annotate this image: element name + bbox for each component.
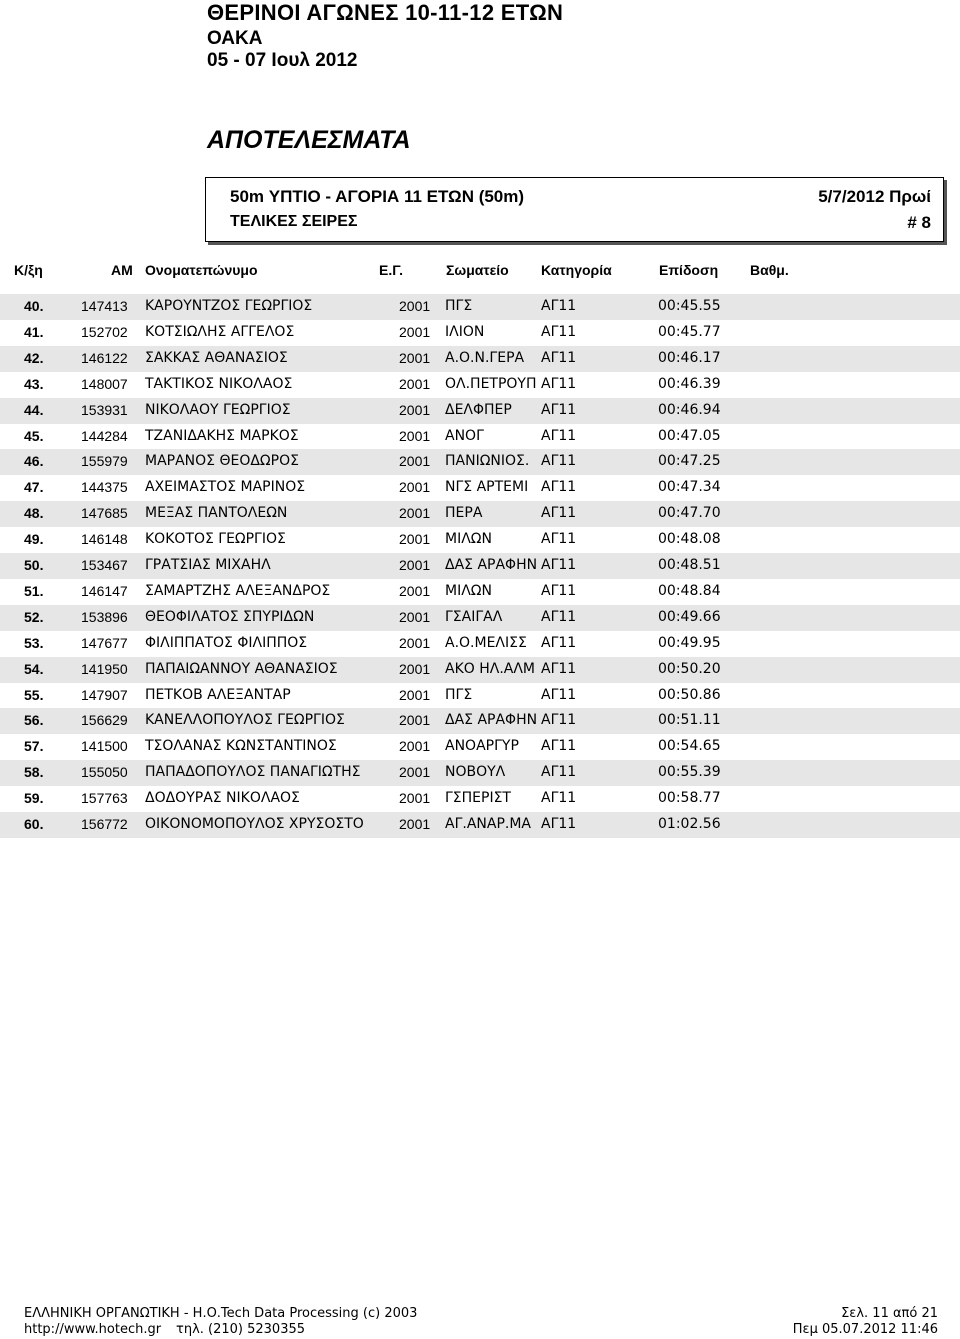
cell-position: 55. [24,686,44,703]
cell-club: ΓΣΠΕΡΙΣΤ [445,790,511,807]
col-points: Βαθμ. [750,262,789,278]
cell-birth-year: 2001 [399,479,431,496]
cell-athlete-name: ΚΑΡΟΥΝΤΖΟΣ ΓΕΩΡΓΙΟΣ [145,298,313,314]
col-name: Ονοματεπώνυμο [145,262,258,278]
cell-athlete-name: ΘΕΟΦΙΛΑΤΟΣ ΣΠΥΡΙΔΩΝ [145,608,315,625]
cell-club: ΑΚΟ ΗΛ.ΑΛΜ [445,660,536,677]
cell-birth-year: 2001 [399,764,431,781]
cell-time: 00:45.55 [658,298,721,314]
cell-club: ΠΕΡΑ [445,505,483,522]
cell-club: ΔΑΣ ΑΡΑΦΗΝ [445,712,537,729]
cell-athlete-id: 153896 [81,608,128,625]
cell-club: ΝΓΣ ΑΡΤΕΜΙ [445,479,529,496]
cell-athlete-name: ΚΟΚΟΤΟΣ ΓΕΩΡΓΙΟΣ [145,531,286,548]
footer-page: Σελ. 11 από 21 [841,1306,938,1321]
cell-club: Α.Ο.ΜΕΛΙΣΣ [445,634,527,651]
cell-club: ΑΓ.ΑΝΑΡ.ΜΑ [445,816,532,832]
cell-category: ΑΓ11 [541,686,577,703]
cell-category: ΑΓ11 [541,401,577,418]
cell-birth-year: 2001 [399,298,431,314]
cell-athlete-id: 156772 [81,816,128,832]
cell-birth-year: 2001 [399,557,431,573]
cell-category: ΑΓ11 [541,582,577,599]
cell-athlete-name: ΦΙΛΙΠΠΑΤΟΣ ΦΙΛΙΠΠΟΣ [145,634,308,651]
meet-dates: 05 - 07 Ιουλ 2012 [207,50,358,71]
cell-birth-year: 2001 [399,738,431,755]
cell-birth-year: 2001 [399,816,431,832]
cell-category: ΑΓ11 [541,427,577,444]
table-row [0,579,960,605]
table-row [0,346,960,372]
cell-position: 53. [24,634,44,651]
cell-time: 00:51.11 [658,712,721,729]
cell-birth-year: 2001 [399,608,431,625]
cell-birth-year: 2001 [399,375,431,392]
cell-club: ΔΕΛΦΠΕΡ [445,401,512,418]
cell-time: 00:47.34 [658,479,721,496]
cell-time: 00:46.94 [658,401,721,418]
cell-athlete-name: ΟΙΚΟΝΟΜΟΠΟΥΛΟΣ ΧΡΥΣΟΣΤΟ [145,816,364,832]
table-row [0,501,960,527]
cell-category: ΑΓ11 [541,349,577,366]
cell-birth-year: 2001 [399,790,431,807]
cell-athlete-id: 147907 [81,686,128,703]
cell-athlete-id: 141950 [81,660,128,677]
cell-club: Α.Ο.Ν.ΓΕΡΑ [445,349,525,366]
col-year: Ε.Γ. [379,262,403,278]
cell-athlete-id: 156629 [81,712,128,729]
cell-athlete-name: ΤΣΟΛΑΝΑΣ ΚΩΝΣΤΑΝΤΙΝΟΣ [145,738,337,755]
cell-athlete-id: 144375 [81,479,128,496]
cell-athlete-id: 155979 [81,453,128,470]
results-heading: ΑΠΟΤΕΛΕΣΜΑΤΑ [207,126,411,154]
cell-category: ΑΓ11 [541,608,577,625]
cell-position: 42. [24,349,44,366]
cell-time: 00:47.70 [658,505,721,522]
cell-time: 00:50.86 [658,686,721,703]
cell-position: 45. [24,427,44,444]
cell-time: 00:58.77 [658,790,721,807]
cell-position: 58. [24,764,44,781]
cell-club: ΑΝΟΑΡΓΥΡ [445,738,519,755]
cell-time: 00:46.39 [658,375,721,392]
table-row [0,734,960,760]
cell-position: 52. [24,608,44,625]
col-time: Επίδοση [659,262,719,278]
table-row [0,683,960,709]
table-row [0,320,960,346]
cell-position: 50. [24,557,44,573]
cell-time: 00:48.08 [658,531,721,548]
cell-category: ΑΓ11 [541,298,577,314]
cell-club: ΓΣΑΙΓΑΛ [445,608,503,625]
cell-athlete-name: ΔΟΔΟΥΡΑΣ ΝΙΚΟΛΑΟΣ [145,790,300,807]
footer-company: ΕΛΛΗΝΙΚΗ ΟΡΓΑΝΩΤΙΚΗ - Η.Ο.Tech Data Processing (c) 2003 [24,1306,418,1321]
cell-athlete-id: 146147 [81,582,128,599]
cell-position: 60. [24,816,44,832]
cell-athlete-id: 144284 [81,427,128,444]
cell-position: 54. [24,660,44,677]
cell-athlete-name: ΜΕΞΑΣ ΠΑΝΤΟΛΕΩΝ [145,505,288,522]
cell-category: ΑΓ11 [541,453,577,470]
cell-category: ΑΓ11 [541,764,577,781]
cell-athlete-name: ΤΑΚΤΙΚΟΣ ΝΙΚΟΛΑΟΣ [145,375,293,392]
cell-time: 01:02.56 [658,816,721,832]
cell-birth-year: 2001 [399,401,431,418]
cell-position: 49. [24,531,44,548]
meet-title: ΘΕΡΙΝΟΙ ΑΓΩΝΕΣ 10-11-12 ΕΤΩΝ [207,0,564,25]
cell-birth-year: 2001 [399,349,431,366]
cell-athlete-name: ΝΙΚΟΛΑΟΥ ΓΕΩΡΓΙΟΣ [145,401,291,418]
cell-time: 00:49.95 [658,634,721,651]
cell-time: 00:47.25 [658,453,721,470]
cell-category: ΑΓ11 [541,738,577,755]
cell-position: 51. [24,582,44,599]
cell-athlete-name: ΜΑΡΑΝΟΣ ΘΕΟΔΩΡΟΣ [145,453,299,470]
table-row [0,372,960,398]
table-row [0,812,960,838]
cell-time: 00:47.05 [658,427,721,444]
cell-birth-year: 2001 [399,712,431,729]
cell-birth-year: 2001 [399,634,431,651]
cell-athlete-name: ΤΖΑΝΙΔΑΚΗΣ ΜΑΡΚΟΣ [145,427,299,444]
cell-birth-year: 2001 [399,505,431,522]
cell-time: 00:50.20 [658,660,721,677]
cell-birth-year: 2001 [399,686,431,703]
cell-birth-year: 2001 [399,660,431,677]
table-row [0,631,960,657]
cell-athlete-name: ΑΧΕΙΜΑΣΤΟΣ ΜΑΡΙΝΟΣ [145,479,306,496]
table-row [0,708,960,734]
table-row [0,424,960,450]
cell-club: ΟΛ.ΠΕΤΡΟΥΠ [445,375,537,392]
cell-category: ΑΓ11 [541,816,577,832]
cell-club: ΠΑΝΙΩΝΙΟΣ. [445,453,530,470]
cell-club: ΔΑΣ ΑΡΑΦΗΝ [445,557,537,573]
cell-club: ΠΓΣ [445,298,473,314]
heat-number: # 8 [907,213,931,232]
cell-athlete-name: ΚΑΝΕΛΛΟΠΟΥΛΟΣ ΓΕΩΡΓΙΟΣ [145,712,345,729]
cell-position: 47. [24,479,44,496]
table-row [0,553,960,579]
cell-category: ΑΓ11 [541,634,577,651]
cell-athlete-name: ΣΑΚΚΑΣ ΑΘΑΝΑΣΙΟΣ [145,349,288,366]
cell-athlete-name: ΣΑΜΑΡΤΖΗΣ ΑΛΕΞΑΝΔΡΟΣ [145,582,331,599]
table-row [0,294,960,320]
table-row [0,605,960,631]
cell-club: ΜΙΛΩΝ [445,531,492,548]
cell-category: ΑΓ11 [541,375,577,392]
table-row [0,786,960,812]
cell-athlete-id: 146122 [81,349,128,366]
cell-position: 46. [24,453,44,470]
cell-athlete-id: 147413 [81,298,128,314]
col-club: Σωματείο [446,262,509,278]
cell-athlete-id: 147677 [81,634,128,651]
cell-athlete-name: ΠΕΤΚΟΒ ΑΛΕΞΑΝΤΑΡ [145,686,291,703]
cell-athlete-id: 155050 [81,764,128,781]
cell-position: 43. [24,375,44,392]
col-am: ΑΜ [111,262,133,278]
cell-club: ΙΛΙΟΝ [445,323,485,340]
cell-athlete-id: 147685 [81,505,128,522]
cell-position: 41. [24,323,44,340]
cell-position: 56. [24,712,44,729]
cell-athlete-name: ΚΟΤΣΙΩΛΗΣ ΑΓΓΕΛΟΣ [145,323,295,340]
cell-club: ΑΝΟΓ [445,427,484,444]
cell-category: ΑΓ11 [541,323,577,340]
event-datetime: 5/7/2012 Πρωί [818,187,931,206]
cell-category: ΑΓ11 [541,531,577,548]
cell-club: ΜΙΛΩΝ [445,582,492,599]
table-row [0,449,960,475]
table-row [0,475,960,501]
cell-athlete-id: 141500 [81,738,128,755]
cell-category: ΑΓ11 [541,557,577,573]
cell-category: ΑΓ11 [541,712,577,729]
cell-birth-year: 2001 [399,427,431,444]
cell-time: 00:49.66 [658,608,721,625]
cell-athlete-id: 152702 [81,323,128,340]
cell-time: 00:55.39 [658,764,721,781]
cell-club: ΠΓΣ [445,686,473,703]
cell-club: ΝΟΒΟΥΛ [445,764,506,781]
cell-category: ΑΓ11 [541,505,577,522]
round-name: ΤΕΛΙΚΕΣ ΣΕΙΡΕΣ [230,213,358,230]
cell-category: ΑΓ11 [541,479,577,496]
cell-time: 00:48.84 [658,582,721,599]
cell-position: 48. [24,505,44,522]
cell-birth-year: 2001 [399,323,431,340]
table-row [0,398,960,424]
cell-athlete-id: 148007 [81,375,128,392]
cell-birth-year: 2001 [399,582,431,599]
footer-url: http://www.hotech.gr [24,1322,162,1337]
table-row [0,527,960,553]
cell-athlete-name: ΠΑΠΑΔΟΠΟΥΛΟΣ ΠΑΝΑΓΙΩΤΗΣ [145,764,361,781]
table-row [0,657,960,683]
cell-position: 57. [24,738,44,755]
meet-venue: ΟΑΚΑ [207,28,263,49]
cell-time: 00:54.65 [658,738,721,755]
col-pos: Κ/ξη [14,262,43,278]
cell-time: 00:45.77 [658,323,721,340]
cell-time: 00:46.17 [658,349,721,366]
col-category: Κατηγορία [541,262,612,278]
table-row [0,760,960,786]
cell-birth-year: 2001 [399,453,431,470]
footer-phone: τηλ. (210) 5230355 [176,1322,306,1337]
cell-position: 40. [24,298,44,314]
cell-athlete-id: 146148 [81,531,128,548]
cell-time: 00:48.51 [658,557,721,573]
footer-printed: Πεμ 05.07.2012 11:46 [792,1322,938,1337]
cell-position: 44. [24,401,44,418]
cell-athlete-id: 153467 [81,557,128,573]
event-box [205,177,944,242]
cell-athlete-id: 153931 [81,401,128,418]
cell-athlete-name: ΠΑΠΑΙΩΑΝΝΟΥ ΑΘΑΝΑΣΙΟΣ [145,660,338,677]
cell-birth-year: 2001 [399,531,431,548]
cell-category: ΑΓ11 [541,790,577,807]
cell-athlete-name: ΓΡΑΤΣΙΑΣ ΜΙΧΑΗΛ [145,557,271,573]
cell-position: 59. [24,790,44,807]
event-name: 50m ΥΠΤΙΟ - ΑΓΟΡΙΑ 11 ΕΤΩΝ (50m) [230,187,525,206]
cell-category: ΑΓ11 [541,660,577,677]
cell-athlete-id: 157763 [81,790,128,807]
